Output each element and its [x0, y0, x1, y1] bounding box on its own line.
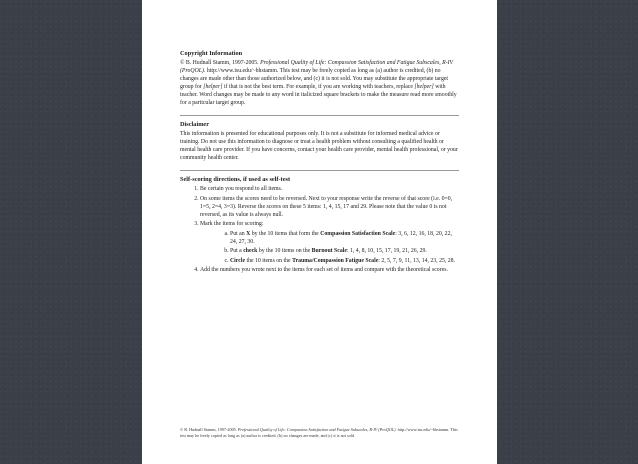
copyright-title: Professional Quality of Life: Compassion Satisfaction and Fatigue Subscales, R-IV (ProQOL). [180, 60, 453, 75]
footer-body: http://www.isu.edu/~bhstamm. This test may be freely copied as long as (a) author is credited, (b) no changes are made, and (c) it is not sold. [180, 427, 458, 439]
copyright-body-c: with teacher. Word changes may be made to any word in italicized square brackets to make the measure read more smoothly for a particular target group. [180, 84, 457, 107]
direction-step: 3. Mark the items for scoring: a. Put an X by the 10 items that form the Compassion Satisfaction Scale: 3, 6, 12, 16, 18, 20, 22, 24, 27, 30. b. Put a check by the 10 items on the Burnout Scale: 1, 4, 8, 10, 15, 17, 19, 21, 26, 29. c. Circle the 10 items on the Trauma/Compassion Fatigue Scale: 2, 5, 7, 9, 11, 13, 14, 23, 25, 28. [200, 221, 459, 265]
copyright-body-b: if that is not the best term. For example, if you are working with teachers, replace [223, 84, 413, 91]
scoring-sublist [200, 231, 459, 266]
helper-term: [helper] [414, 84, 434, 91]
directions-list [180, 186, 459, 275]
footer-prefix: © B. Hudnall Stamm, 1997-2005. [180, 427, 237, 432]
disclaimer-heading: Disclaimer [180, 121, 210, 129]
scoring-item-compassion: a. Put an X by the 10 items that form the Compassion Satisfaction Scale: 3, 6, 12, 16, 18, 20, 22, 24, 27, 30. [230, 231, 459, 247]
direction-step: 4. Add the numbers you wrote next to the items for each set of items and compare with the theoretical scores. [200, 267, 459, 275]
document-page [142, 0, 497, 464]
footer-title: Professional Quality of Life: Compassion Satisfaction and Fatigue Subscales, R-IV (ProQOL). [237, 427, 397, 432]
direction-step: 1. Be certain you respond to all items. [200, 186, 459, 194]
scoring-item-trauma: c. Circle the 10 items on the Trauma/Compassion Fatigue Scale: 2, 5, 7, 9, 11, 13, 14, 23, 25, 28. [230, 258, 459, 266]
disclaimer-paragraph: This information is presented for educational purposes only. It is not a substitute for informed medical advice or training. Do not use this information to diagnose or treat a health problem without consulting a qualified health or mental health care provider. If you have concerns, contact your health care provider, mental health professional, or your community health center. [180, 131, 458, 162]
scoring-item-burnout: b. Put a check by the 10 items on the Burnout Scale: 1, 4, 8, 10, 15, 17, 19, 21, 26, 29. [230, 248, 459, 256]
divider [180, 170, 459, 171]
divider [180, 115, 459, 116]
direction-step: 2. On some items the scores need to be reversed. Next to your response write the reverse of that score (i.e. 0=0, 1=5, 2=4, 3=3). Reverse the scores on these 5 items: 1, 4, 15, 17 and 29. Please note that the value 0 is not reversed, as its value is always null. [200, 196, 459, 220]
copyright-paragraph [180, 60, 459, 108]
copyright-heading: Copyright Information [180, 50, 243, 57]
helper-term: [helper] [203, 84, 223, 91]
copyright-prefix: © B. Hudnall Stamm, 1997-2005. [180, 60, 259, 67]
page-footer [180, 427, 459, 439]
copyright-body-a: http://www.isu.edu/~bhstamm. This test may be freely copied as long as (a) author is credited, (b) no changes are made other than those authorized below, and (c) it is not sold. You may substitute the appropriate target group for [180, 68, 449, 91]
directions-heading: Self-scoring directions, if used as self-test [180, 176, 291, 184]
